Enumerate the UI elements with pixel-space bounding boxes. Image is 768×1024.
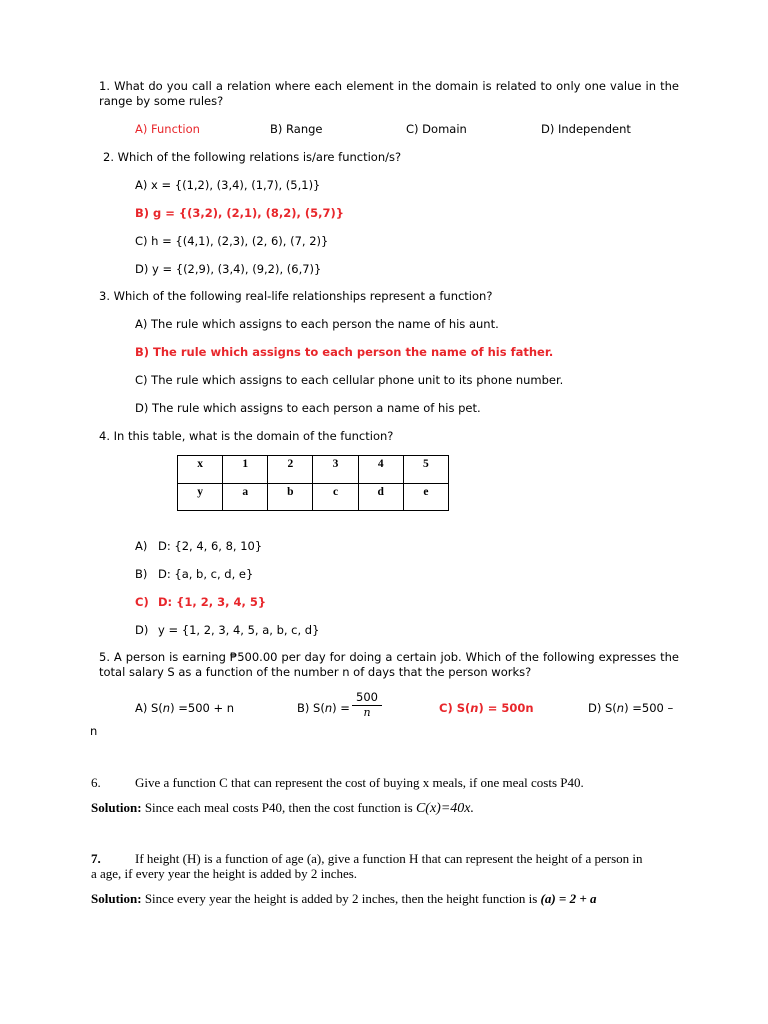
q5-option-d (588, 701, 673, 716)
q6-formula: C(x)=40x. (415, 801, 475, 816)
q7-solution-text: Since every year the height is added by 2 inches, then the height function is (144, 891, 538, 906)
q4-option-d-letter: D) (135, 623, 149, 637)
q7-question-rest: a age, if every year the height is added by 2 inches. (91, 866, 358, 881)
q2-option-b: B) g = {(3,2), (2,1), (8,2), (5,7)} (135, 206, 344, 220)
q4-option-b-text: D: {a, b, c, d, e} (158, 567, 254, 581)
q5-option-d-var: n (616, 701, 625, 715)
q2-question: 2. Which of the following relations is/are function/s? (103, 150, 402, 164)
q6-number: 6. (91, 775, 101, 790)
domain-table (177, 455, 449, 511)
table-cell: 3 (313, 456, 358, 484)
q5-option-b (297, 701, 350, 716)
q5-question: 5. A person is earning ₱500.00 per day for doing a certain job. Which of the following expresses the total salary S as a function of the number n of days that the person works? (99, 650, 679, 679)
q7-number: 7. (91, 851, 101, 866)
q7-solution-label: Solution: (91, 891, 142, 906)
q1-option-c: C) Domain (406, 122, 467, 136)
table-cell: 4 (358, 456, 403, 484)
q5-option-a (135, 701, 234, 716)
table-cell: e (403, 483, 448, 511)
fraction-denominator: n (363, 706, 371, 719)
q5-option-a-post: ) =500 + n (170, 701, 235, 715)
q7-formula: (a) = 2 + a (540, 891, 597, 906)
q3-option-b: B) The rule which assigns to each person the name of his father. (135, 345, 554, 359)
q2-option-d: D) y = {(2,9), (3,4), (9,2), (6,7)} (135, 262, 322, 276)
q4-option-c-text: D: {1, 2, 3, 4, 5} (158, 595, 267, 609)
table-cell: b (268, 483, 313, 511)
q6-question: Give a function C that can represent the cost of buying x meals, if one meal costs P40. (135, 775, 584, 790)
q1-option-b: B) Range (270, 122, 323, 136)
q5-option-d-post: ) =500 – (624, 701, 674, 715)
q5-option-b-post: ) = (332, 701, 350, 715)
q4-option-a-letter: A) (135, 539, 148, 553)
q4-option-b-letter: B) (135, 567, 148, 581)
q5-option-b-pre: B) S( (297, 701, 325, 715)
table-cell: a (223, 483, 268, 511)
q5-option-c-pre: C) S( (439, 701, 471, 715)
q5-option-b-var: n (324, 701, 333, 715)
q1-option-a: A) Function (135, 122, 200, 136)
q5-option-a-pre: A) S( (135, 701, 163, 715)
table-row (178, 483, 449, 511)
table-cell: 5 (403, 456, 448, 484)
q6-solution (91, 800, 474, 817)
table-cell: d (358, 483, 403, 511)
table-row (178, 456, 449, 484)
q5-option-d-pre: D) S( (588, 701, 617, 715)
q3-option-d: D) The rule which assigns to each person a name of his pet. (135, 401, 481, 415)
table-cell: 2 (268, 456, 313, 484)
q6-solution-text: Since each meal costs P40, then the cost function is (144, 800, 413, 815)
q7-question-first: If height (H) is a function of age (a), give a function H that can represent the height of a person in (135, 851, 643, 866)
q3-option-c: C) The rule which assigns to each cellular phone unit to its phone number. (135, 373, 564, 387)
q5-option-c-var: n (470, 701, 479, 715)
q3-option-a: A) The rule which assigns to each person the name of his aunt. (135, 317, 499, 331)
q5-fraction (352, 690, 382, 719)
fraction-numerator: 500 (352, 690, 382, 706)
q6-solution-label: Solution: (91, 800, 142, 815)
q4-option-a-text: D: {2, 4, 6, 8, 10} (158, 539, 263, 553)
q4-option-d-text: y = {1, 2, 3, 4, 5, a, b, c, d} (158, 623, 320, 637)
q4-option-c-letter: C) (135, 595, 149, 609)
q1-option-d: D) Independent (541, 122, 631, 136)
q5-option-a-var: n (162, 701, 171, 715)
q4-question: 4. In this table, what is the domain of the function? (99, 429, 394, 443)
table-cell: 1 (223, 456, 268, 484)
q3-question: 3. Which of the following real-life relationships represent a function? (99, 289, 493, 303)
q7-solution (91, 891, 596, 907)
table-cell: y (178, 483, 223, 511)
table-cell: x (178, 456, 223, 484)
q1-question: 1. What do you call a relation where each element in the domain is related to only one value in the range by some rules? (99, 79, 679, 108)
q5-option-c (439, 701, 534, 716)
table-cell: c (313, 483, 358, 511)
q2-option-c: C) h = {(4,1), (2,3), (2, 6), (7, 2)} (135, 234, 329, 248)
q2-option-a: A) x = {(1,2), (3,4), (1,7), (5,1)} (135, 178, 321, 192)
q5-option-d-wrap: n (90, 724, 98, 738)
q5-option-c-post: ) = 500n (478, 701, 534, 715)
